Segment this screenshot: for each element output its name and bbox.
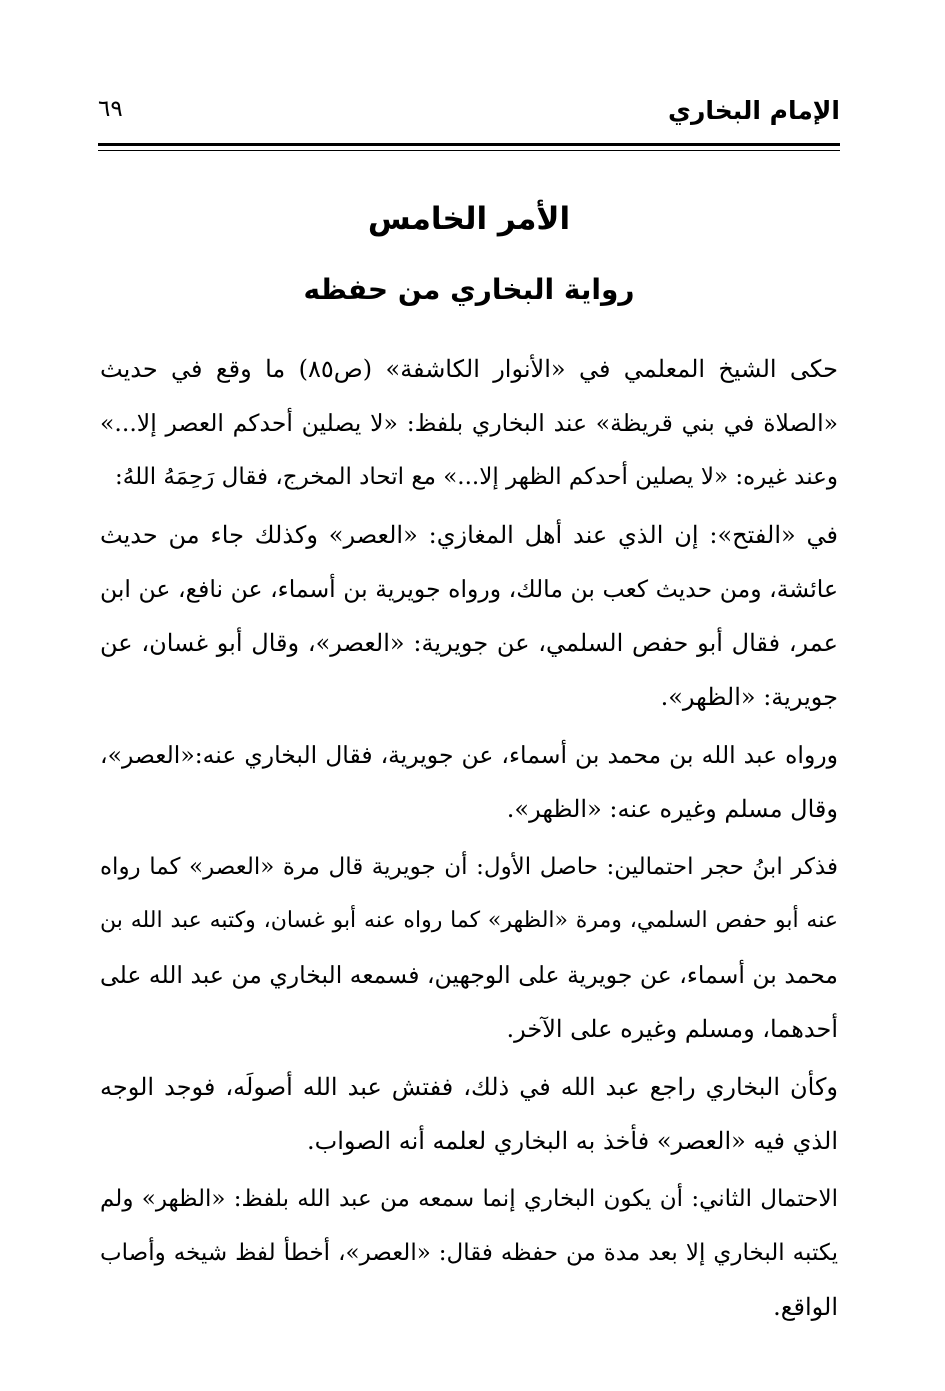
body-text — [100, 342, 838, 1334]
text-line: ورواه عبد الله بن محمد بن أسماء، عن جويرية، فقال البخاري عنه:«العصر»، — [100, 741, 838, 769]
text-line: في «الفتح»: إن الذي عند أهل المغازي: «العصر» وكذلك جاء من حديث — [100, 521, 838, 549]
text-line: حكى الشيخ المعلمي في «الأنوار الكاشفة» (ص٨٥) ما وقع في حديث — [100, 355, 838, 383]
text-line: عمر، فقال أبو حفص السلمي، عن جويرية: «العصر»، وقال أبو غسان، عن — [100, 629, 838, 657]
text-line: عنه أبو حفص السلمي، ومرة «الظهر» كما رواه عنه أبو غسان، وكتبه عبد الله بن — [100, 908, 838, 933]
text-line: جويرية: «الظهر». — [660, 683, 838, 711]
header-rule-thin — [98, 150, 840, 151]
page-header — [98, 92, 840, 136]
text-line: وكأن البخاري راجع عبد الله في ذلك، ففتش عبد الله أصولَه، فوجد الوجه — [100, 1073, 838, 1101]
text-line: فذكر ابنُ حجر احتمالين: حاصل الأول: أن جويرية قال مرة «العصر» كما رواه — [100, 854, 838, 880]
paragraph-6 — [100, 1172, 838, 1334]
text-line: الذي فيه «العصر» فأخذ به البخاري لعلمه أنه الصواب. — [307, 1127, 838, 1155]
section-title: رواية البخاري من حفظه — [303, 273, 635, 306]
paragraph-4 — [100, 840, 838, 1056]
text-line: الواقع. — [773, 1293, 838, 1321]
paragraph-5 — [100, 1060, 838, 1168]
text-line: الاحتمال الثاني: أن يكون البخاري إنما سمعه من عبد الله بلفظ: «الظهر» ولم — [100, 1186, 838, 1212]
text-line: يكتبه البخاري إلا بعد مدة من حفظه فقال: «العصر»، أخطأ لفظ شيخه وأصاب — [100, 1240, 838, 1266]
paragraph-3 — [100, 728, 838, 836]
paragraph-1 — [100, 342, 838, 504]
page-number: ٦٩ — [98, 96, 123, 122]
chapter-title: الأمر الخامس — [367, 201, 571, 237]
paragraph-2 — [100, 508, 838, 724]
running-title: الإمام البخاري — [668, 96, 840, 125]
text-line: عائشة، ومن حديث كعب بن مالك، ورواه جويرية بن أسماء، عن نافع، عن ابن — [100, 575, 838, 603]
text-line: أحدهما، ومسلم وغيره على الآخر. — [506, 1015, 838, 1043]
text-line: وقال مسلم وغيره عنه: «الظهر». — [506, 795, 838, 823]
text-line: «الصلاة في بني قريظة» عند البخاري بلفظ: «لا يصلين أحدكم العصر إلا...» — [100, 409, 838, 437]
text-line: وعند غيره: «لا يصلين أحدكم الظهر إلا...» مع اتحاد المخرج، فقال رَحِمَهُ اللهُ: — [115, 464, 838, 490]
text-line: محمد بن أسماء، عن جويرية على الوجهين، فسمعه البخاري من عبد الله على — [100, 961, 838, 989]
header-rule-thick — [98, 143, 840, 146]
